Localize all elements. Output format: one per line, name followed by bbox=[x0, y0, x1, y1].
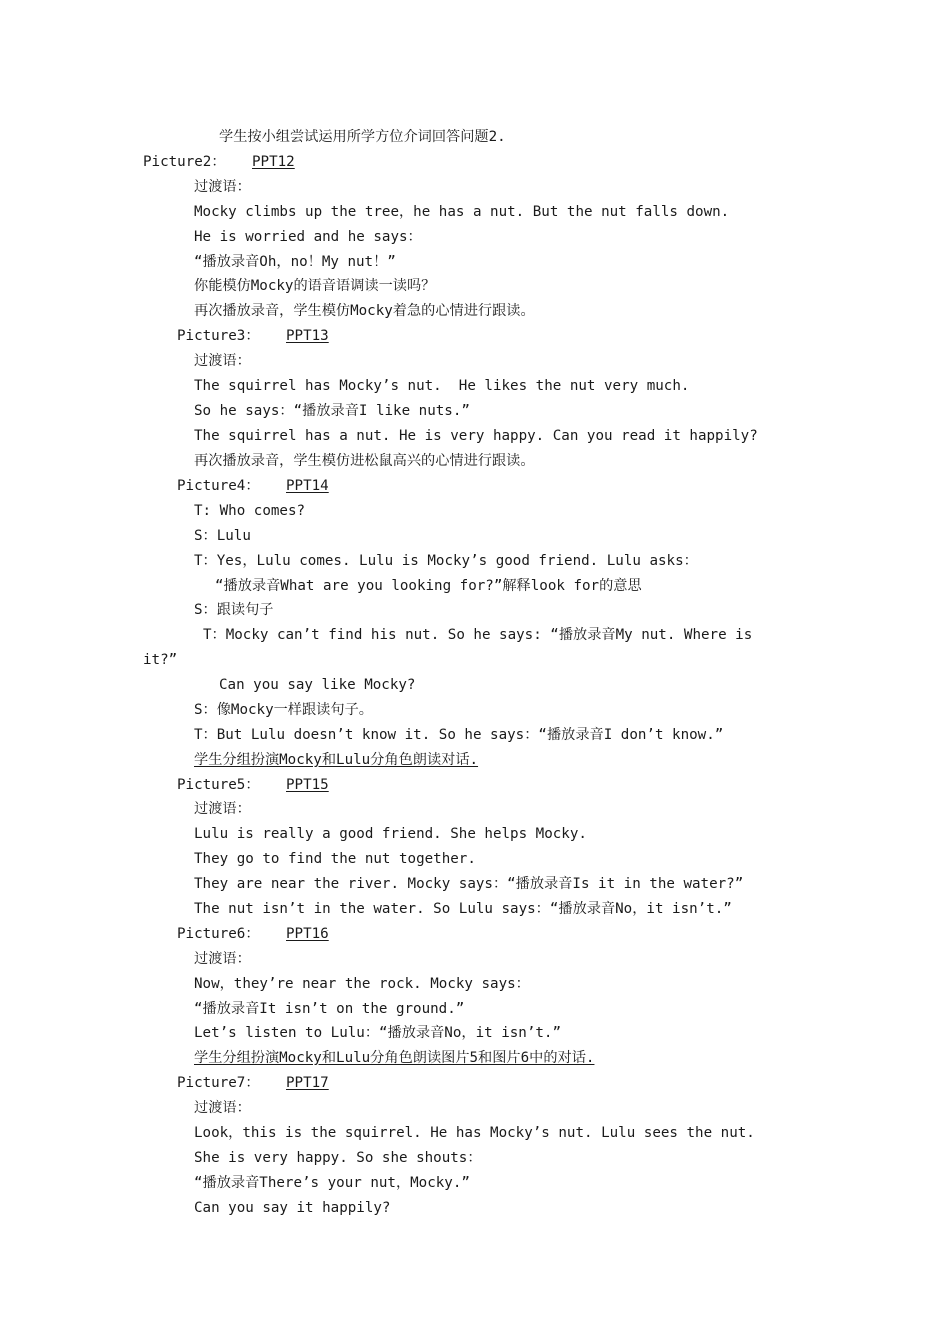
text-line: Can you say like Mocky? bbox=[219, 677, 416, 693]
text-line: 再次播放录音，学生模仿Mocky着急的心情进行跟读。 bbox=[194, 303, 535, 319]
text-line: She is very happy. So she shouts： bbox=[194, 1150, 482, 1166]
text-line: Look，this is the squirrel. He has Mocky’s nut. Lulu sees the nut. bbox=[194, 1125, 755, 1141]
ppt-reference: PPT14 bbox=[286, 478, 329, 494]
text-line: Can you say it happily? bbox=[194, 1200, 391, 1216]
text-line: S：跟读句子 bbox=[194, 602, 274, 618]
text-line: The squirrel has a nut. He is very happy. Can you read it happily? bbox=[194, 428, 758, 444]
text-line: He is worried and he says： bbox=[194, 229, 422, 245]
text-line: T：But Lulu doesn’t know it. So he says：“播放录音I don’t know.” bbox=[194, 727, 724, 743]
text-line: “播放录音There’s your nut，Mocky.” bbox=[194, 1175, 470, 1191]
text-line: Lulu is really a good friend. She helps Mocky. bbox=[194, 826, 587, 842]
text-line: “播放录音It isn’t on the ground.” bbox=[194, 1001, 465, 1017]
text-line: 学生按小组尝试运用所学方位介词回答问题2. bbox=[219, 129, 506, 145]
text-line: “播放录音Oh，no！My nut！” bbox=[194, 254, 396, 270]
text-line: T: Who comes? bbox=[194, 503, 306, 519]
text-line: Let’s listen to Lulu：“播放录音No，it isn’t.” bbox=[194, 1025, 561, 1041]
text-line: 过渡语： bbox=[194, 353, 251, 369]
text-line: 过渡语： bbox=[194, 951, 251, 967]
ppt-reference: PPT13 bbox=[286, 328, 329, 344]
text-line: 你能模仿Mocky的语音语调读一读吗？ bbox=[194, 278, 436, 294]
ppt-reference: PPT16 bbox=[286, 926, 329, 942]
activity-instruction: 学生分组扮演Mocky和Lulu分角色朗读图片5和图片6中的对话. bbox=[194, 1050, 595, 1066]
text-line: Now，they’re near the rock. Mocky says： bbox=[194, 976, 530, 992]
picture-label: Picture3： bbox=[177, 328, 260, 344]
text-line: The nut isn’t in the water. So Lulu says：“播放录音No，it isn’t.” bbox=[194, 901, 732, 917]
text-line: S：Lulu bbox=[194, 528, 251, 544]
text-line: T：Mocky can’t find his nut. So he says: “播放录音My nut. Where is bbox=[203, 627, 753, 643]
picture-label: Picture7： bbox=[177, 1075, 260, 1091]
ppt-reference: PPT15 bbox=[286, 777, 329, 793]
text-line: 过渡语： bbox=[194, 179, 251, 195]
text-line: 再次播放录音，学生模仿进松鼠高兴的心情进行跟读。 bbox=[194, 453, 535, 469]
text-line: S：像Mocky一样跟读句子。 bbox=[194, 702, 373, 718]
text-line: So he says：“播放录音I like nuts.” bbox=[194, 403, 470, 419]
picture-label: Picture4： bbox=[177, 478, 260, 494]
text-line: They are near the river. Mocky says：“播放录音Is it in the water?” bbox=[194, 876, 744, 892]
text-line: They go to find the nut together. bbox=[194, 851, 476, 867]
ppt-reference: PPT12 bbox=[252, 154, 295, 170]
text-line: The squirrel has Mocky’s nut. He likes the nut very much. bbox=[194, 378, 690, 394]
picture-label: Picture5： bbox=[177, 777, 260, 793]
picture-label: Picture2： bbox=[143, 154, 226, 170]
activity-instruction: 学生分组扮演Mocky和Lulu分角色朗读对话. bbox=[194, 752, 479, 768]
text-line: Mocky climbs up the tree，he has a nut. But the nut falls down. bbox=[194, 204, 730, 220]
text-line: “播放录音What are you looking for?”解释look for的意思 bbox=[215, 578, 642, 594]
picture-label: Picture6： bbox=[177, 926, 260, 942]
text-line: T：Yes，Lulu comes. Lulu is Mocky’s good friend. Lulu asks： bbox=[194, 553, 698, 569]
text-line: it?” bbox=[143, 652, 178, 668]
text-line: 过渡语： bbox=[194, 801, 251, 817]
ppt-reference: PPT17 bbox=[286, 1075, 329, 1091]
text-line: 过渡语： bbox=[194, 1100, 251, 1116]
